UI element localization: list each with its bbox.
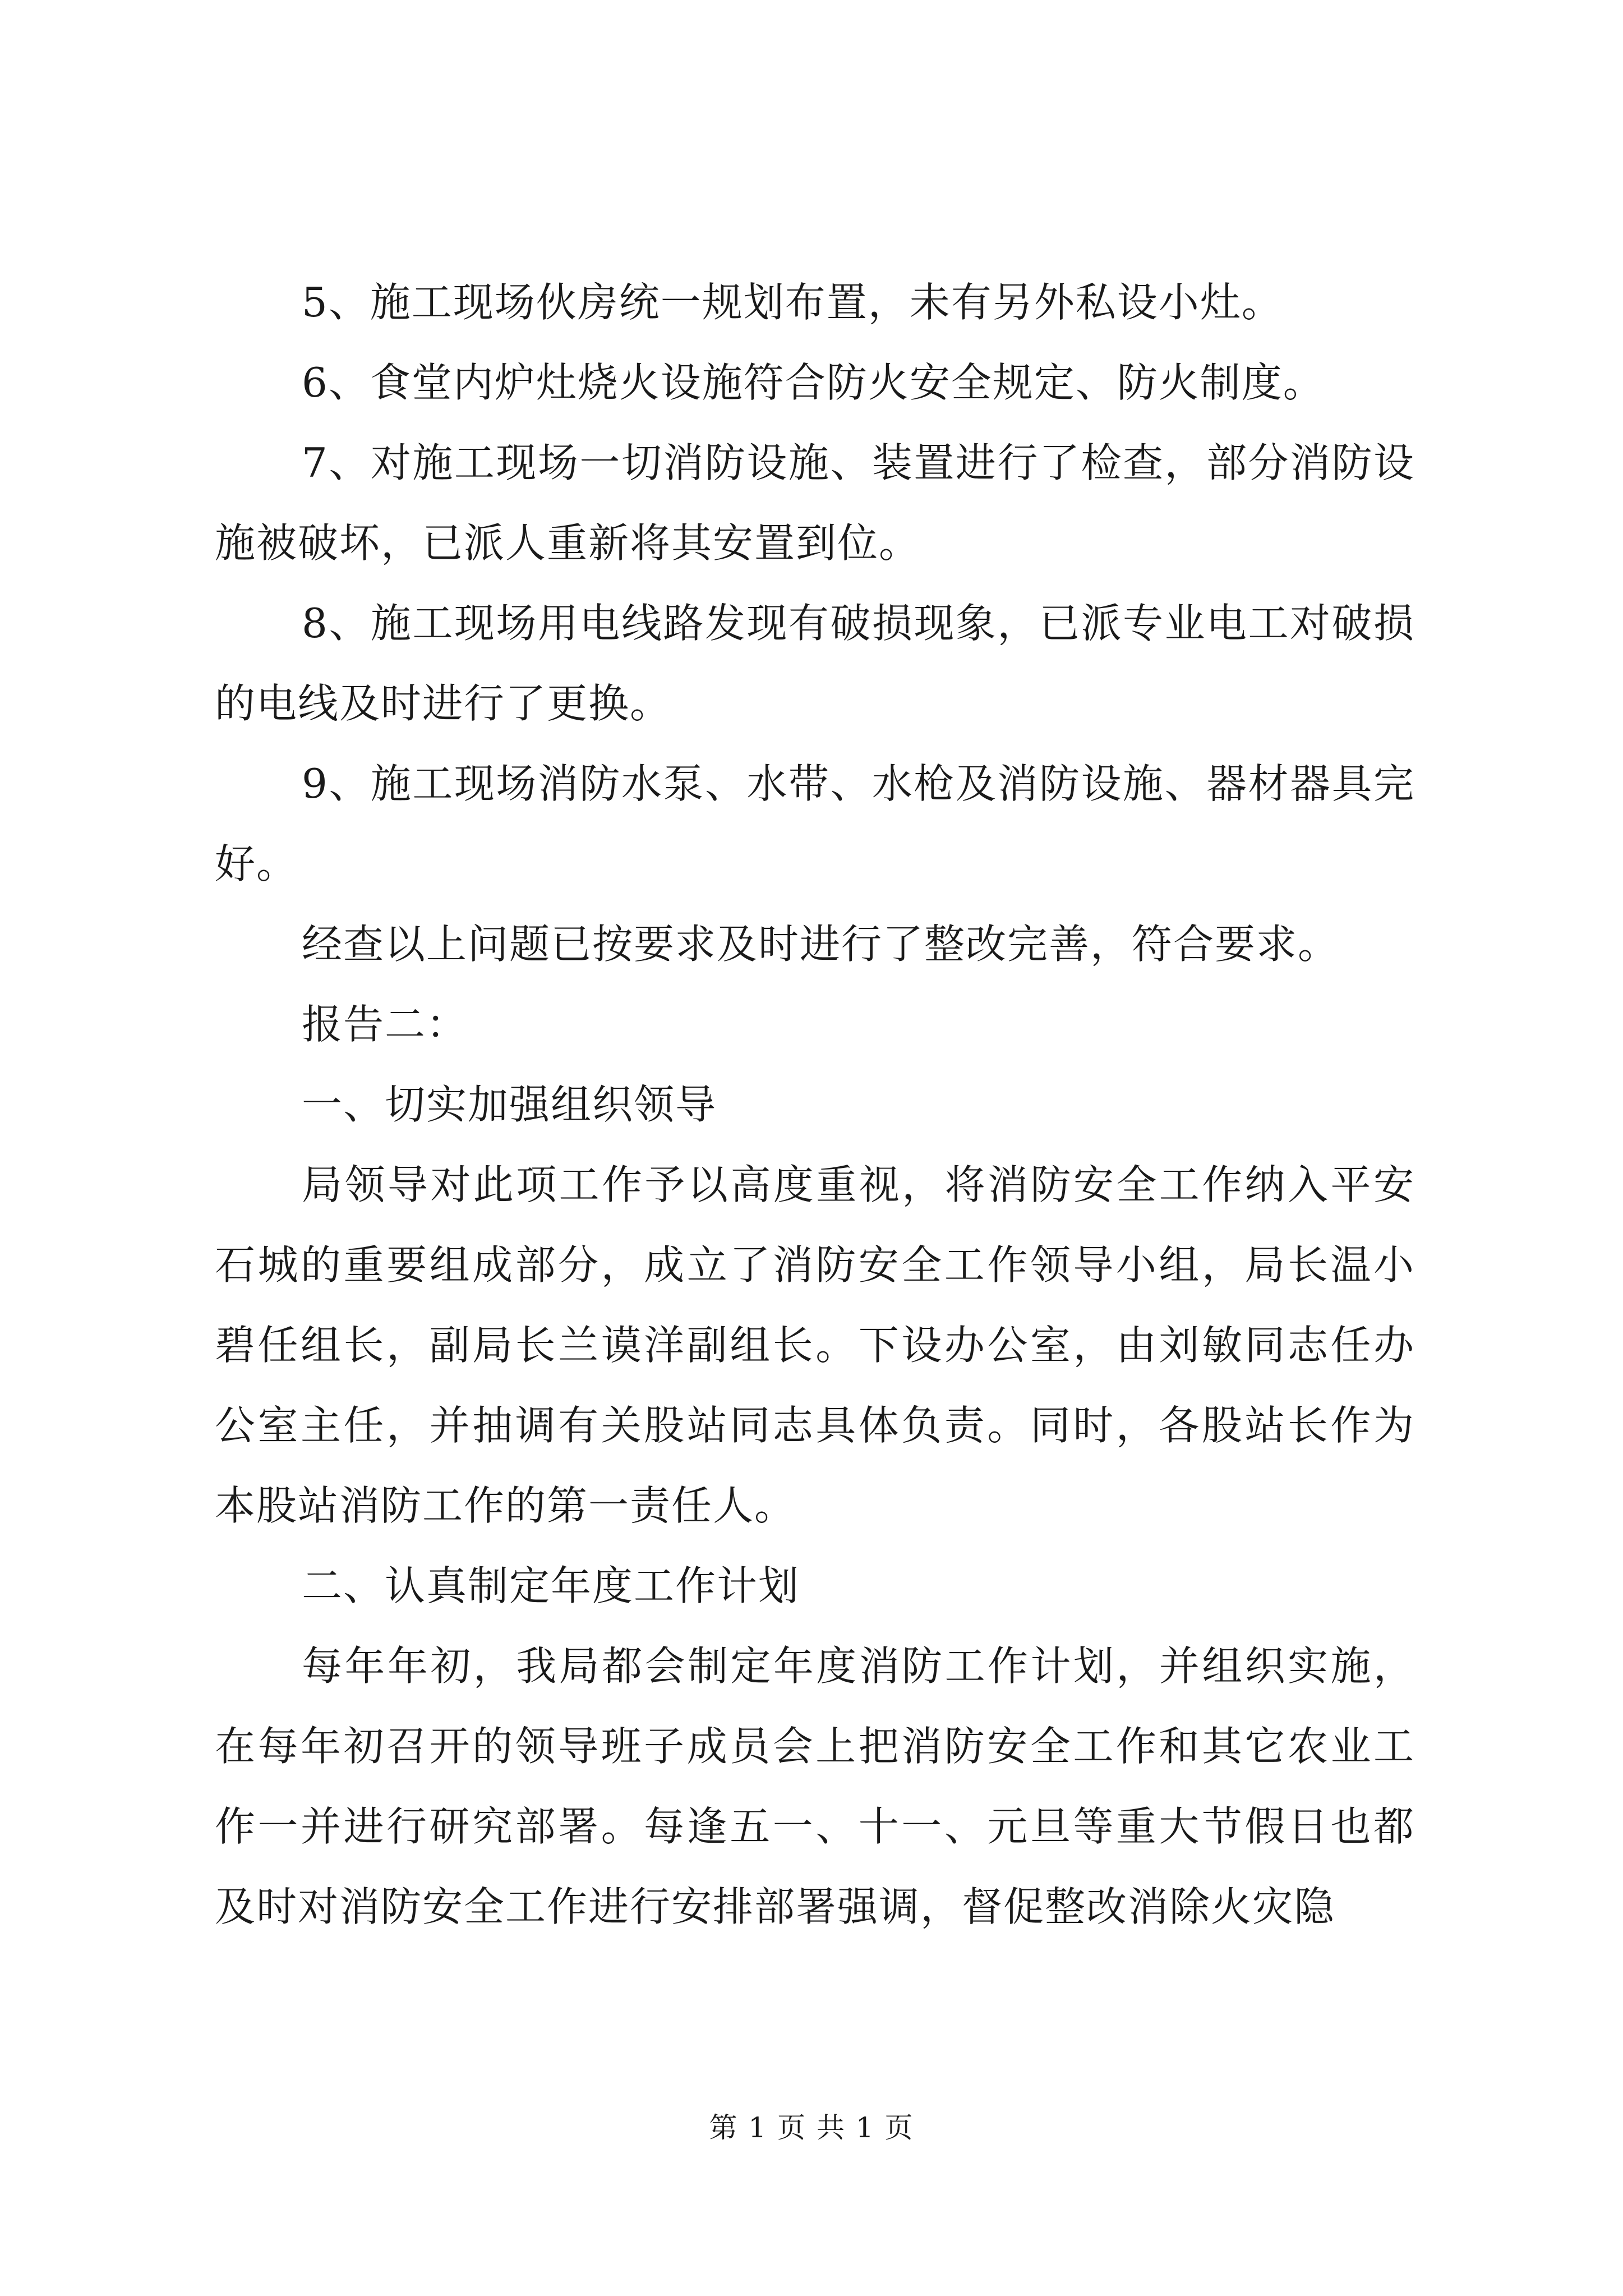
paragraph-item-9: 9、施工现场消防水泵、水带、水枪及消防设施、器材器具完好。 [215, 760, 1415, 887]
paragraph-item-7: 7、对施工现场一切消防设施、装置进行了检查，部分消防设施被破坏，已派人重新将其安置到位。 [215, 439, 1415, 567]
section-heading-1: 一、切实加强组织领导 [302, 1081, 717, 1128]
paragraph-item-8: 8、施工现场用电线路发现有破损现象，已派专业电工对破损的电线及时进行了更换。 [215, 600, 1415, 727]
paragraph-item-5: 5、施工现场伙房统一规划布置，未有另外私设小灶。 [302, 279, 1283, 326]
section-heading-2: 二、认真制定年度工作计划 [302, 1562, 800, 1609]
document-body [215, 263, 1415, 1947]
paragraph-conclusion: 经查以上问题已按要求及时进行了整改完善，符合要求。 [302, 921, 1340, 968]
section-body-2: 每年年初，我局都会制定年度消防工作计划，并组织实施，在每年初召开的领导班子成员会上把消防安全工作和其它农业工作一并进行研究部署。每逢五一、十一、元旦等重大节假日也都及时对消防安全工作进行安排部署强调，督促整改消除火灾隐 [215, 1642, 1415, 1930]
report-two-heading: 报告二： [302, 1001, 468, 1048]
paragraph-item-6: 6、食堂内炉灶烧火设施符合防火安全规定、防火制度。 [302, 359, 1325, 406]
page-footer: 第 1 页 共 1 页 [709, 2111, 914, 2144]
section-body-1: 局领导对此项工作予以高度重视，将消防安全工作纳入平安石城的重要组成部分，成立了消防安全工作领导小组，局长温小碧任组长，副局长兰谟洋副组长。下设办公室，由刘敏同志任办公室主任，并抽调有关股站同志具体负责。同时，各股站长作为本股站消防工作的第一责任人。 [215, 1161, 1415, 1529]
